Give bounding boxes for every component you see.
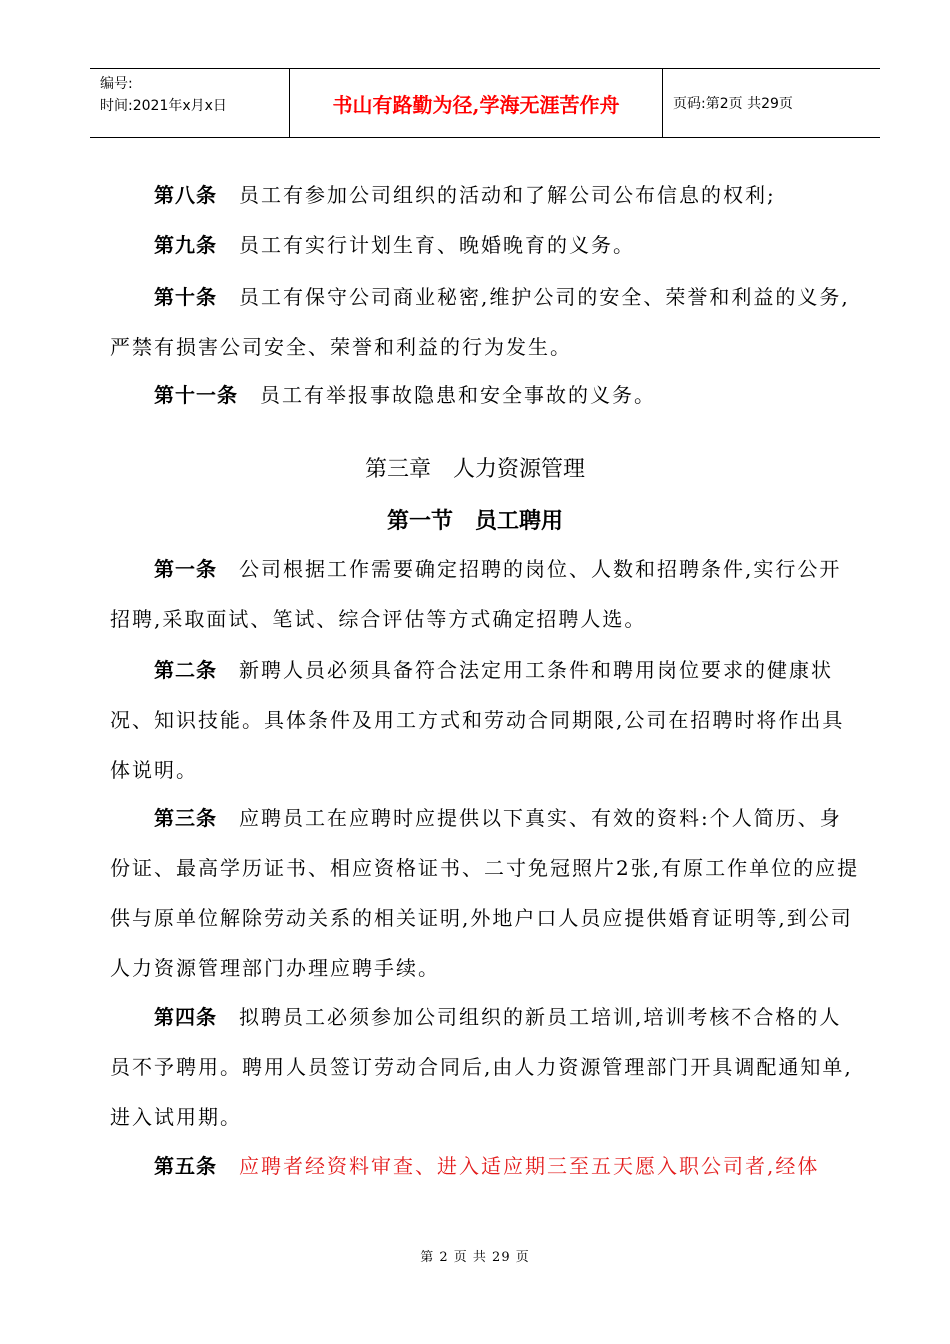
article-4 <box>110 992 860 1142</box>
section-title: 第一节 员工聘用 <box>386 509 563 534</box>
header-page-info: 页码:第2页 共29页 <box>673 96 793 112</box>
article-3 <box>110 793 860 993</box>
article-5 <box>110 1141 860 1191</box>
header-motto: 书山有路勤为径,学海无涯苦作舟 <box>290 69 663 137</box>
article-label: 第二条 <box>154 658 217 682</box>
article-2 <box>110 645 860 795</box>
article-label: 第四条 <box>154 1005 217 1029</box>
document-number-label: 编号: <box>100 76 133 92</box>
article-label: 第十一条 <box>154 383 238 407</box>
page-header <box>90 68 880 138</box>
article-text: 新聘人员必须具备符合法定用工条件和聘用岗位要求的健康状况、知识技能。具体条件及用工方式和劳动合同期限,公司在招聘时将作出具体说明。 <box>110 658 845 782</box>
article-text: 员工有实行计划生育、晚婚晚育的义务。 <box>239 233 635 257</box>
article-text: 员工有参加公司组织的活动和了解公司公布信息的权利; <box>239 183 776 207</box>
article-label: 第九条 <box>154 233 217 257</box>
article-11 <box>110 370 860 420</box>
article-label: 第三条 <box>154 806 217 830</box>
page-footer: 第 2 页 共 29 页 <box>420 1250 530 1265</box>
article-10 <box>110 272 860 372</box>
article-label: 第一条 <box>154 557 217 581</box>
article-label: 第八条 <box>154 183 217 207</box>
article-text: 员工有举报事故隐患和安全事故的义务。 <box>260 383 656 407</box>
article-label: 第十条 <box>154 285 217 309</box>
chapter-title: 第三章 人力资源管理 <box>364 457 585 482</box>
article-text-highlighted: 应聘者经资料审查、进入适应期三至五天愿入职公司者,经体 <box>239 1154 820 1178</box>
header-meta-cell <box>90 69 290 137</box>
article-text: 拟聘员工必须参加公司组织的新员工培训,培训考核不合格的人员不予聘用。聘用人员签订劳动合同后,由人力资源管理部门开具调配通知单,进入试用期。 <box>110 1005 853 1129</box>
document-time-label: 时间:2021年x月x日 <box>100 98 227 114</box>
article-text: 公司根据工作需要确定招聘的岗位、人数和招聘条件,实行公开招聘,采取面试、笔试、综合评估等方式确定招聘人选。 <box>110 557 842 631</box>
article-1 <box>110 544 860 644</box>
article-label: 第五条 <box>154 1154 217 1178</box>
article-text: 员工有保守公司商业秘密,维护公司的安全、荣誉和利益的义务,严禁有损害公司安全、荣誉和利益的行为发生。 <box>110 285 850 359</box>
article-8 <box>110 170 860 220</box>
article-9 <box>110 220 860 270</box>
article-text: 应聘员工在应聘时应提供以下真实、有效的资料:个人简历、身份证、最高学历证书、相应资格证书、二寸免冠照片2张,有原工作单位的应提供与原单位解除劳动关系的相关证明,外地户口人员应提供婚育证明等,到公司人力资源管理部门办理应聘手续。 <box>110 806 860 980</box>
